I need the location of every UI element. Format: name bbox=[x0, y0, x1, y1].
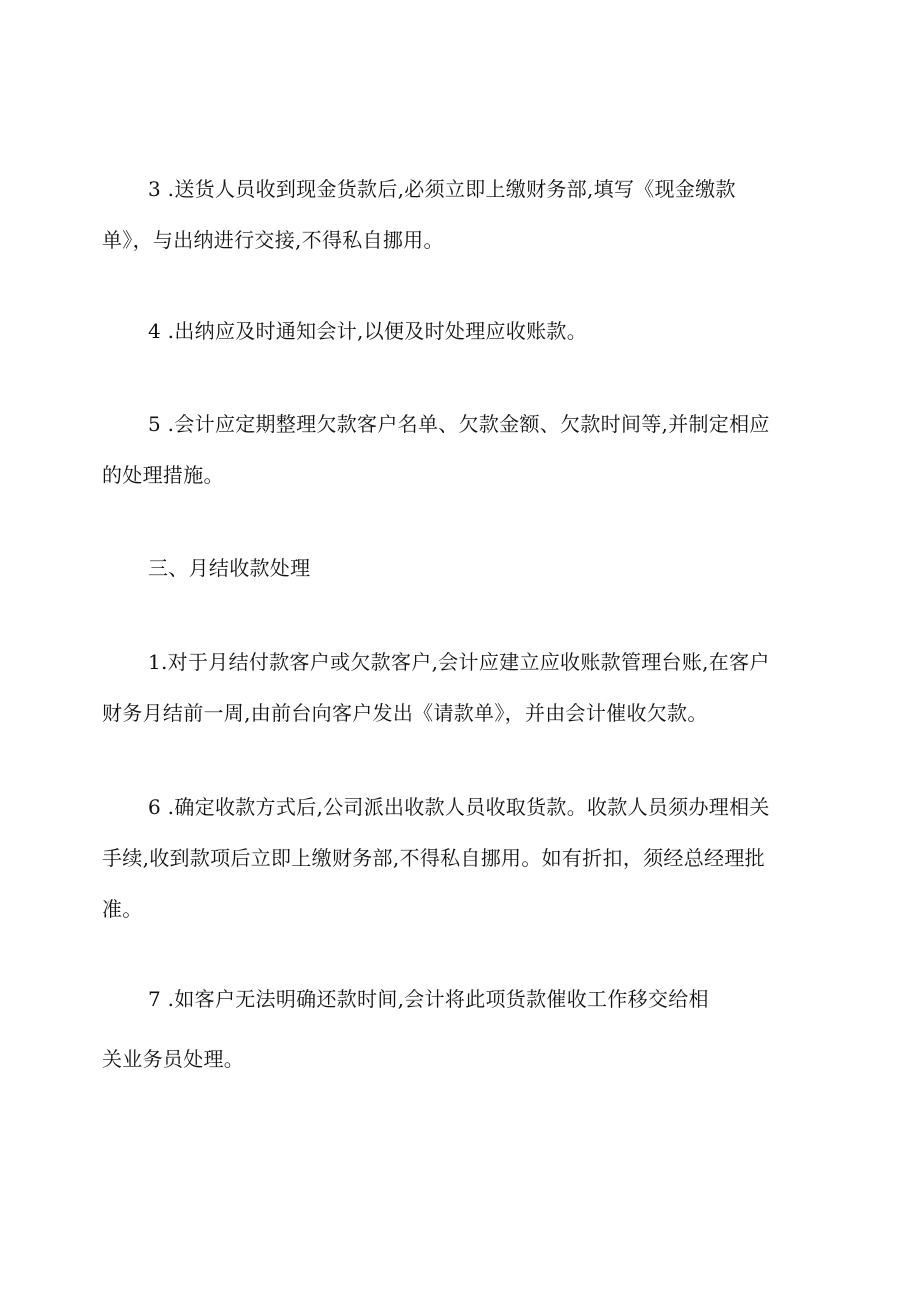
paragraph-line: 3 .送货人员收到现金货款后,必须立即上缴财务部,填写《现金缴款 bbox=[148, 177, 736, 201]
paragraph-item-6 bbox=[102, 782, 832, 935]
paragraph-line: 财务月结前一周,由前台向客户发出《请款单》，并由会计催收欠款。 bbox=[102, 701, 708, 725]
paragraph-line: 4 .出纳应及时通知会计,以便及时处理应收账款。 bbox=[148, 319, 587, 343]
paragraph-line: 的处理措施。 bbox=[102, 463, 224, 487]
section-heading: 三、月结收款处理 bbox=[148, 556, 311, 580]
paragraph-line: 单》，与出纳进行交接,不得私自挪用。 bbox=[102, 228, 444, 252]
paragraph-line: 5 .会计应定期整理欠款客户名单、欠款金额、欠款时间等,并制定相应 bbox=[148, 412, 770, 436]
paragraph-line: 1.对于月结付款客户或欠款客户,会计应建立应收账款管理台账,在客户 bbox=[148, 650, 770, 674]
paragraph-item-4 bbox=[102, 306, 832, 357]
paragraph-line: 手续,收到款项后立即上缴财务部,不得私自挪用。如有折扣，须经总经理批 bbox=[102, 846, 765, 870]
paragraph-item-3 bbox=[102, 164, 832, 266]
paragraph-item-5 bbox=[102, 399, 832, 501]
paragraph-line: 6 .确定收款方式后,公司派出收款人员收取货款。收款人员须办理相关 bbox=[148, 795, 770, 819]
paragraph-item-1 bbox=[102, 637, 832, 739]
paragraph-line: 关业务员处理。 bbox=[102, 1047, 245, 1071]
paragraph-line: 准。 bbox=[102, 897, 143, 921]
paragraph-item-7 bbox=[102, 974, 832, 1085]
paragraph-line: 7 .如客户无法明确还款时间,会计将此项货款催收工作移交给相 bbox=[148, 987, 709, 1011]
